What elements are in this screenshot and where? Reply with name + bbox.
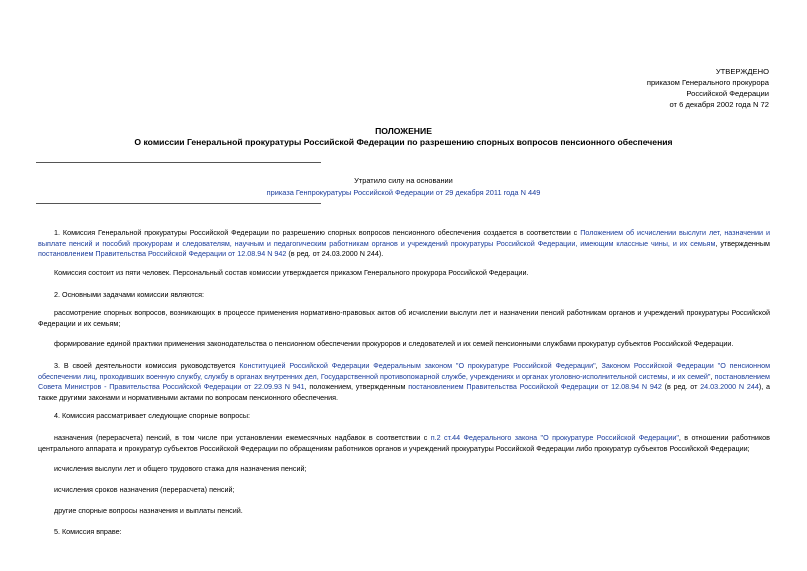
text-span: , положением, утвержденным xyxy=(304,382,409,392)
link-constitution[interactable]: Конституцией Российской Федерации xyxy=(239,361,370,370)
approval-block xyxy=(647,66,769,110)
divider-top xyxy=(36,162,321,163)
text-span: (в ред. от 24.03.2000 N 244). xyxy=(286,249,384,259)
lost-force-link[interactable]: приказа Генпрокуратуры Российской Федерации от 29 декабря 2011 года N 449 xyxy=(266,188,541,197)
link-article-44[interactable]: п.2 ст.44 Федерального закона "О прокуратуре Российской Федерации" xyxy=(430,433,679,442)
link-council-resolution[interactable]: постановлением Совета Министров - Правительства Российской Федерации от 22.09.93 N 941 xyxy=(38,371,770,392)
text-span: , xyxy=(710,371,715,381)
text-span: 3. В своей деятельности комиссия руководствуется xyxy=(54,361,240,370)
paragraph-12: 5. Комиссия вправе: xyxy=(54,527,122,536)
link-prosecution-law[interactable]: Федеральным законом "О прокуратуре Российской Федерации" xyxy=(373,361,596,370)
text-span: , в отношении работников центрального аппарата и прокуратур субъектов Российской Федерации по обращениям работников органов и учреждений прокуратуры Российской Федерации либо прокуратур субъектов Российской Федерации; xyxy=(38,433,770,453)
paragraph-3: 2. Основными задачами комиссии являются: xyxy=(54,290,205,299)
text-span: ), а также другими законами и нормативными актами по вопросам пенсионного обеспечения. xyxy=(38,382,770,402)
link-government-resolution[interactable]: постановлением Правительства Российской Федерации от 12.08.94 N 942 xyxy=(38,249,287,259)
paragraph-8 xyxy=(38,433,770,454)
text-span: , утвержденным xyxy=(715,238,770,248)
approval-country: Российской Федерации xyxy=(686,89,769,98)
approval-date: от 6 декабря 2002 года N 72 xyxy=(669,100,769,109)
paragraph-1 xyxy=(38,228,770,260)
text-span: , xyxy=(595,361,602,370)
text-span: назначения (перерасчета) пенсий, в том числе при установлении ежемесячных надбавок в соответствии с xyxy=(54,433,431,442)
approval-approved: УТВЕРЖДЕНО xyxy=(715,67,769,76)
paragraph-7: 4. Комиссия рассматривает следующие спорные вопросы: xyxy=(54,411,250,420)
text-span: 1. Комиссия Генеральной прокуратуры Российской Федерации по разрешению спорных вопросов пенсионного обеспечения создается в соответствии с xyxy=(54,228,581,237)
text-span: (в ред. от xyxy=(661,382,701,392)
document-heading: ПОЛОЖЕНИЕ xyxy=(375,126,432,136)
link-amendment[interactable]: 24.03.2000 N 244 xyxy=(700,382,759,392)
approval-order: приказом Генерального прокурора xyxy=(646,78,769,87)
paragraph-9: исчисления выслуги лет и общего трудового стажа для назначения пенсий; xyxy=(54,464,307,473)
paragraph-6 xyxy=(38,361,770,403)
paragraph-10: исчисления сроков назначения (перерасчета) пенсий; xyxy=(54,485,235,494)
link-pension-law[interactable]: Законом Российской Федерации "О пенсионном обеспечении лиц, проходивших военную службу, службу в органах внутренних дел, Государственной противопожарной службе, учреждениях и органах уголовно-исполнительной системы, и их семей" xyxy=(38,361,771,381)
link-government-resolution-2[interactable]: постановлением Правительства Российской Федерации от 12.08.94 N 942 xyxy=(408,382,662,392)
paragraph-5: формирование единой практики применения законодательства о пенсионном обеспечении прокуроров и следователей и их семей пенсионными службами прокуратур субъектов Российской Федерации. xyxy=(54,339,734,348)
paragraph-2: Комиссия состоит из пяти человек. Персональный состав комиссии утверждается приказом Генерального прокурора Российской Федерации. xyxy=(54,268,529,277)
paragraph-4: рассмотрение спорных вопросов, возникающих в процессе применения нормативно-правовых актов об исчислении выслуги лет и назначении пенсий работникам органов и учреждений прокуратуры Российской Федерации и их семьям; xyxy=(38,308,770,328)
document-subheading: О комиссии Генеральной прокуратуры Российской Федерации по разрешению спорных вопросов пенсионного обеспечения xyxy=(134,137,673,147)
paragraph-11: другие спорные вопросы назначения и выплаты пенсий. xyxy=(54,506,243,515)
link-pension-regulation[interactable]: Положением об исчислении выслуги лет, назначении и выплате пенсий и пособий прокурорам и следователям, научным и педагогическим работникам органов и учреждений прокуратуры Российской Федерации, имеющим классные чины, и их семьям xyxy=(38,228,770,248)
lost-force-label: Утратило силу на основании xyxy=(354,176,453,185)
divider-bottom xyxy=(36,203,321,204)
